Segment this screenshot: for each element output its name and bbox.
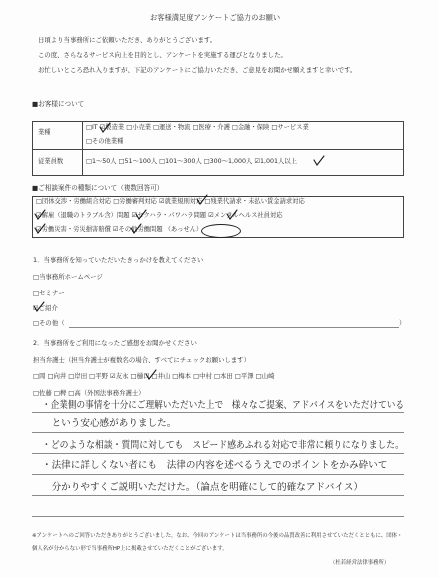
- ruled-line: [32, 432, 404, 433]
- footer-organization: （杜若経営法律事務所）: [330, 560, 390, 566]
- lawyer-prompt: 担当弁護士（担当弁護士が複数名の場合、すべてにチェックお願いします）: [33, 356, 250, 364]
- ruled-line: [32, 412, 404, 413]
- consult-options-row3[interactable]: ☑労働災害・労災損害賠償 ☑その他労働問題 （あっせん）: [36, 226, 203, 233]
- ruled-line: [32, 474, 404, 475]
- ruled-line: [32, 453, 404, 454]
- customer-heading: ■お客様について: [32, 100, 85, 108]
- handwritten-circle: [201, 224, 241, 238]
- q1-question: 1．当事務所を知っていただいたきっかけを教えてください: [33, 256, 204, 264]
- industry-label: 業種: [38, 129, 51, 136]
- q1-other-line[interactable]: [69, 327, 399, 328]
- ruled-line: [32, 495, 404, 496]
- intro-line-3: お忙しいところ恐れ入りますが、下記のアンケートにご協力いただき、ご意見をお聞かせ願えますと幸いです。: [38, 66, 357, 74]
- consult-heading: ■ご相談案件の種類について（複数回答可）: [32, 184, 164, 192]
- intro-line-1: 日頃より当事務所にご依頼いただき、ありがとうございます。: [38, 36, 217, 44]
- comment-line-1: ・企業側の事情を十分にご理解いただいた上で 様々なご提案、アドバイスをいただけている: [42, 400, 404, 411]
- employees-label: 従業員数: [38, 158, 64, 165]
- industry-options-row2[interactable]: □その他業種: [86, 138, 124, 145]
- q1-option-seminar[interactable]: □セミナー: [33, 289, 65, 297]
- customer-table-row-divider: [32, 149, 404, 150]
- survey-title: お客様満足度アンケートご協力のお願い: [149, 13, 281, 22]
- comment-line-3: ・どのような相談・質問に対しても スピード感あふれる対応で非常に頼りになりました。: [42, 440, 404, 451]
- q1-close-paren: ）: [399, 319, 406, 327]
- q1-option-referral[interactable]: ☑ご紹介: [33, 304, 58, 312]
- q1-option-other[interactable]: □その他（: [33, 319, 65, 327]
- footer-line-1: ※アンケートへのご回答いただきありがとうございました。なお、今回のアンケートは当事務所の今後の品質改善に利用させていただくとともに、団体・: [32, 533, 403, 539]
- lawyer-options-row1[interactable]: □岡 □向井 □岸田 □平野 ☑友永 □樋口 □井山 □梅本 □中村 □本田 □平澤 □山崎: [33, 372, 275, 380]
- ruled-line: [32, 516, 404, 517]
- consult-options-row1[interactable]: □団体交渉・労働組合対応 □労働審判対応 ☑就業規則対応 □残業代請求・未払い賃金請求対応: [36, 198, 305, 205]
- comment-line-5: 分かりやすくご説明いただけた。（論点を明確にして的確なアドバイス）: [42, 482, 364, 493]
- comment-line-4: ・法律に詳しくない者にも 法律の内容を述べるうえでのポイントをかみ砕いて: [42, 460, 388, 471]
- intro-line-2: この度、さらなるサービス向上を目的とし、アンケートを実施する運びとなりました。: [38, 51, 287, 59]
- footer-line-2: 個人名が分からない形で当事務所HP上に掲載させていただくことがございます。: [32, 546, 228, 552]
- industry-options-row1[interactable]: □IT ☑製造業 □小売業 □運送・物流 □医療・介護 □金融・保険 □サービス業: [86, 124, 309, 131]
- consult-options-row2[interactable]: ☑解雇（退職のトラブル含）問題 ☑セクハラ・パワハラ問題 ☑メンタルヘルス社員対応: [36, 212, 283, 219]
- q2-question: 2．当事務所をご利用になったご感想をお聞かせください: [33, 339, 197, 347]
- employees-options[interactable]: □1〜50人 □51〜100人 □101〜300人 □300〜1,000人 ☑1,001人以上: [86, 158, 297, 165]
- lawyer-options-row2[interactable]: □佐藤 □稗 □高（外国法事務弁護士）: [33, 389, 145, 397]
- q1-option-homepage[interactable]: □当事務所ホームページ: [33, 273, 103, 281]
- comment-line-2: という安心感がありました。: [42, 418, 177, 429]
